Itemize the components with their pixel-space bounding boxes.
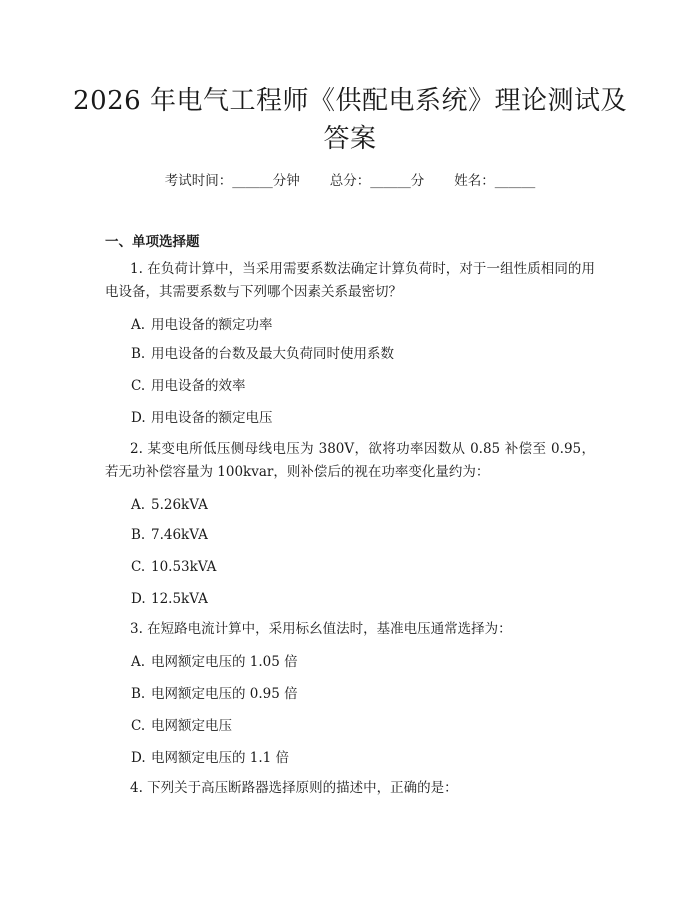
option-letter: B.: [131, 346, 146, 362]
option-text: 用电设备的效率: [151, 378, 246, 394]
question-1-option-b: [131, 344, 394, 364]
question-3-option-c: [131, 716, 232, 736]
option-letter: A.: [131, 654, 146, 670]
question-1-option-a: [131, 315, 273, 335]
option-text: 电网额定电压的 1.1 倍: [151, 750, 290, 766]
option-text: 电网额定电压: [151, 718, 232, 734]
question-2-option-a: [131, 495, 208, 515]
question-1-option-d: [131, 408, 273, 428]
option-letter: C.: [131, 559, 146, 575]
question-2-option-c: [131, 557, 216, 577]
option-letter: B.: [131, 686, 146, 702]
option-letter: C.: [131, 378, 146, 394]
option-letter: A.: [131, 497, 146, 513]
option-text: 10.53kVA: [151, 559, 217, 575]
option-letter: B.: [131, 527, 146, 543]
option-text: 7.46kVA: [151, 527, 208, 543]
question-4: 4. 下列关于高压断路器选择原则的描述中，正确的是：: [130, 780, 458, 796]
option-letter: D.: [131, 750, 146, 766]
exam-time-field: 考试时间：______分钟: [164, 173, 300, 189]
exam-meta: [0, 169, 700, 189]
total-score-field: 总分：______分: [329, 173, 425, 189]
question-2-option-d: [131, 589, 208, 609]
question-3-option-a: [131, 652, 298, 672]
option-text: 用电设备的额定电压: [151, 410, 273, 426]
question-1: 1. 在负荷计算中，当采用需要系数法确定计算负荷时，对于一组性质相同的用电设备，其需要系数与下列哪个因素关系最密切？: [105, 261, 595, 300]
question-3: 3. 在短路电流计算中，采用标幺值法时，基准电压通常选择为：: [130, 621, 512, 637]
option-letter: D.: [131, 410, 146, 426]
option-letter: D.: [131, 591, 146, 607]
option-text: 用电设备的额定功率: [151, 317, 273, 333]
question-2-option-b: [131, 525, 208, 545]
option-text: 用电设备的台数及最大负荷同时使用系数: [151, 346, 394, 362]
question-3-option-b: [131, 684, 298, 704]
question-1-option-c: [131, 376, 246, 396]
option-letter: C.: [131, 718, 146, 734]
section-heading: 一、单项选择题: [105, 234, 200, 250]
page-title: 2026 年电气工程师《供配电系统》理论测试及答案: [73, 86, 627, 154]
option-letter: A.: [131, 317, 146, 333]
option-text: 5.26kVA: [151, 497, 208, 513]
name-field: 姓名：______: [454, 173, 536, 189]
question-2: 2. 某变电所低压侧母线电压为 380V，欲将功率因数从 0.85 补偿至 0.95，若无功补偿容量为 100kvar，则补偿后的视在功率变化量约为：: [105, 441, 595, 480]
option-text: 电网额定电压的 1.05 倍: [151, 654, 298, 670]
option-text: 12.5kVA: [151, 591, 208, 607]
question-3-option-d: [131, 748, 289, 768]
option-text: 电网额定电压的 0.95 倍: [151, 686, 298, 702]
